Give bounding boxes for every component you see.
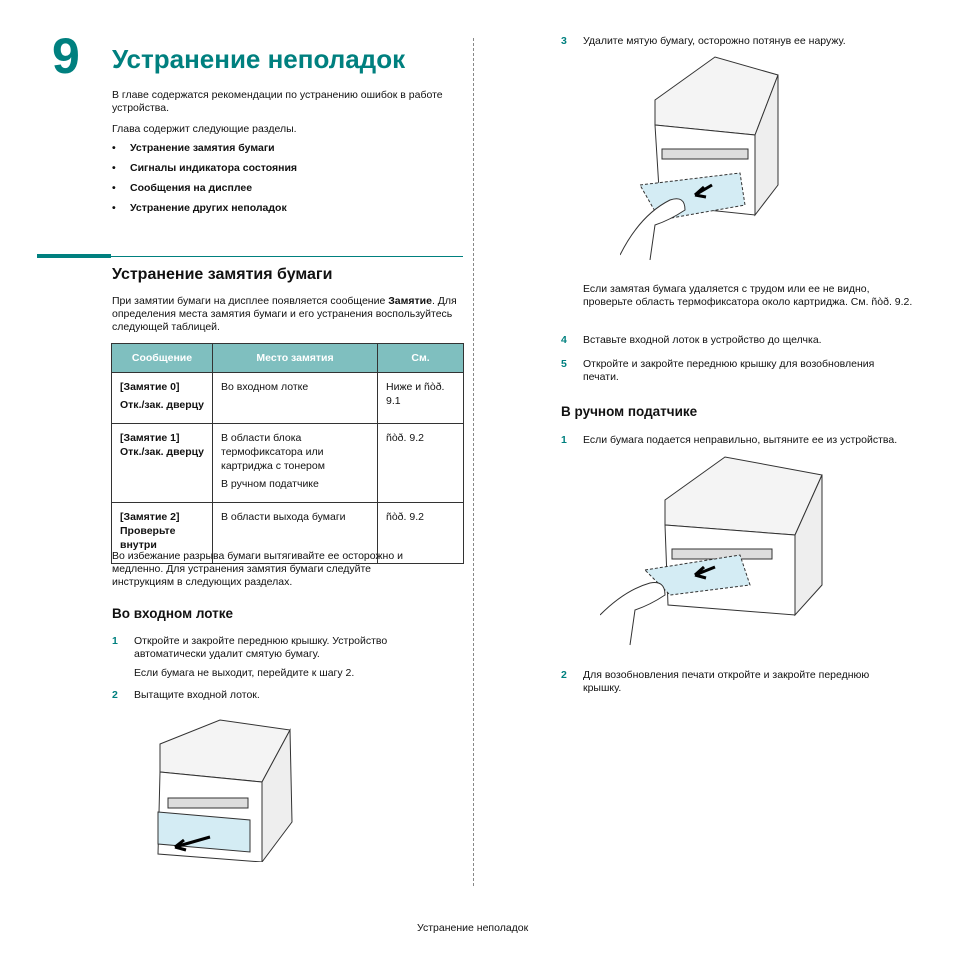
hand-icon <box>620 199 685 260</box>
table-row <box>112 373 464 424</box>
section-heading: Устранение замятия бумаги <box>112 266 333 283</box>
column-header: Сообщение <box>112 344 213 373</box>
step-text: Вытащите входной лоток. <box>134 689 260 701</box>
reference[interactable]: ñòð. 9.2 <box>378 424 464 503</box>
step-note: Если бумага не выходит, перейдите к шагу 2. <box>134 667 355 679</box>
page-footer: Устранение неполадок <box>417 922 529 934</box>
jam-note: Во избежание разрыва бумаги вытягивайте ее осторожно и медленно. Для устранения замятия бумаги следуйте инструкциям в следующих разделах. <box>112 550 403 588</box>
table-header <box>112 344 464 373</box>
hand-icon <box>600 583 665 646</box>
jam-place: В ручном податчике <box>221 478 319 490</box>
chapter-title: Устранение неполадок <box>112 44 406 74</box>
jam-place: В области выхода бумаги <box>221 511 346 523</box>
message-name: Замятие <box>388 295 432 307</box>
section-list <box>112 142 467 222</box>
jam-place: В области блока термофиксатора или картриджа с тонером <box>221 432 325 472</box>
section-link[interactable]: • Сигналы индикатора состояния <box>112 162 467 182</box>
step-number: 1 <box>112 635 118 647</box>
step-note: Если замятая бумага удаляется с трудом или ее не видно, проверьте область термофиксатора около картриджа. См. ñòð. 9.2. <box>583 283 913 308</box>
printer-illustration-manual-feeder <box>600 455 825 650</box>
section-link[interactable]: • Сообщения на дисплее <box>112 182 467 202</box>
step-number: 2 <box>112 689 118 701</box>
text: При замятии бумаги на дисплее появляется сообщение <box>112 295 389 307</box>
intro-text: В главе содержатся рекомендации по устранению ошибок в работе устройства. <box>112 89 443 114</box>
column-header: См. <box>378 344 464 373</box>
jam-place: Во входном лотке <box>221 381 309 393</box>
section-rule <box>37 256 463 257</box>
step-text: Откройте и закройте переднюю крышку для возобновления печати. <box>583 358 875 383</box>
message: Отк./зак. дверцу <box>120 399 204 411</box>
message: [Замятие 0] <box>120 381 180 393</box>
step-number: 3 <box>561 35 567 47</box>
jam-intro <box>112 295 464 334</box>
chapter-number: 9 <box>52 28 80 84</box>
step-text: Удалите мятую бумагу, осторожно потянув ее наружу. <box>583 35 846 47</box>
reference[interactable]: Ниже и ñòð. 9.1 <box>378 373 464 424</box>
subsection-heading: В ручном податчике <box>561 404 698 419</box>
column-header: Место замятия <box>213 344 378 373</box>
step-number: 2 <box>561 669 567 681</box>
printer-illustration-tray <box>150 712 310 862</box>
text: . Для определения места замятия бумаги и его устранения воспользуйтесь следующей таблицей. <box>112 295 457 333</box>
section-link[interactable]: • Устранение других неполадок <box>112 202 467 222</box>
intro <box>112 89 467 222</box>
step-text: Откройте и закройте переднюю крышку. Устройство автоматически удалит смятую бумагу. <box>134 635 388 660</box>
step-text: Вставьте входной лоток в устройство до щелчка. <box>583 334 822 346</box>
step-text: Если бумага подается неправильно, вытяните ее из устройства. <box>583 434 898 446</box>
message: [Замятие 2] Проверьте внутри <box>120 511 180 551</box>
section-link[interactable]: • Устранение замятия бумаги <box>112 142 467 162</box>
message: [Замятие 1] Отк./зак. дверцу <box>120 432 204 458</box>
reference[interactable]: ñòð. 9.2 <box>378 503 464 564</box>
step-number: 1 <box>561 434 567 446</box>
intro-list-lead: Глава содержит следующие разделы. <box>112 123 297 135</box>
jam-table <box>111 343 464 564</box>
step-text: Для возобновления печати откройте и закройте переднюю крышку. <box>583 669 870 694</box>
step-number: 5 <box>561 358 567 370</box>
column-divider <box>473 38 474 886</box>
step-number: 4 <box>561 334 567 346</box>
printer-illustration-output <box>620 55 780 260</box>
table-row <box>112 424 464 503</box>
subsection-heading: Во входном лотке <box>112 606 233 621</box>
